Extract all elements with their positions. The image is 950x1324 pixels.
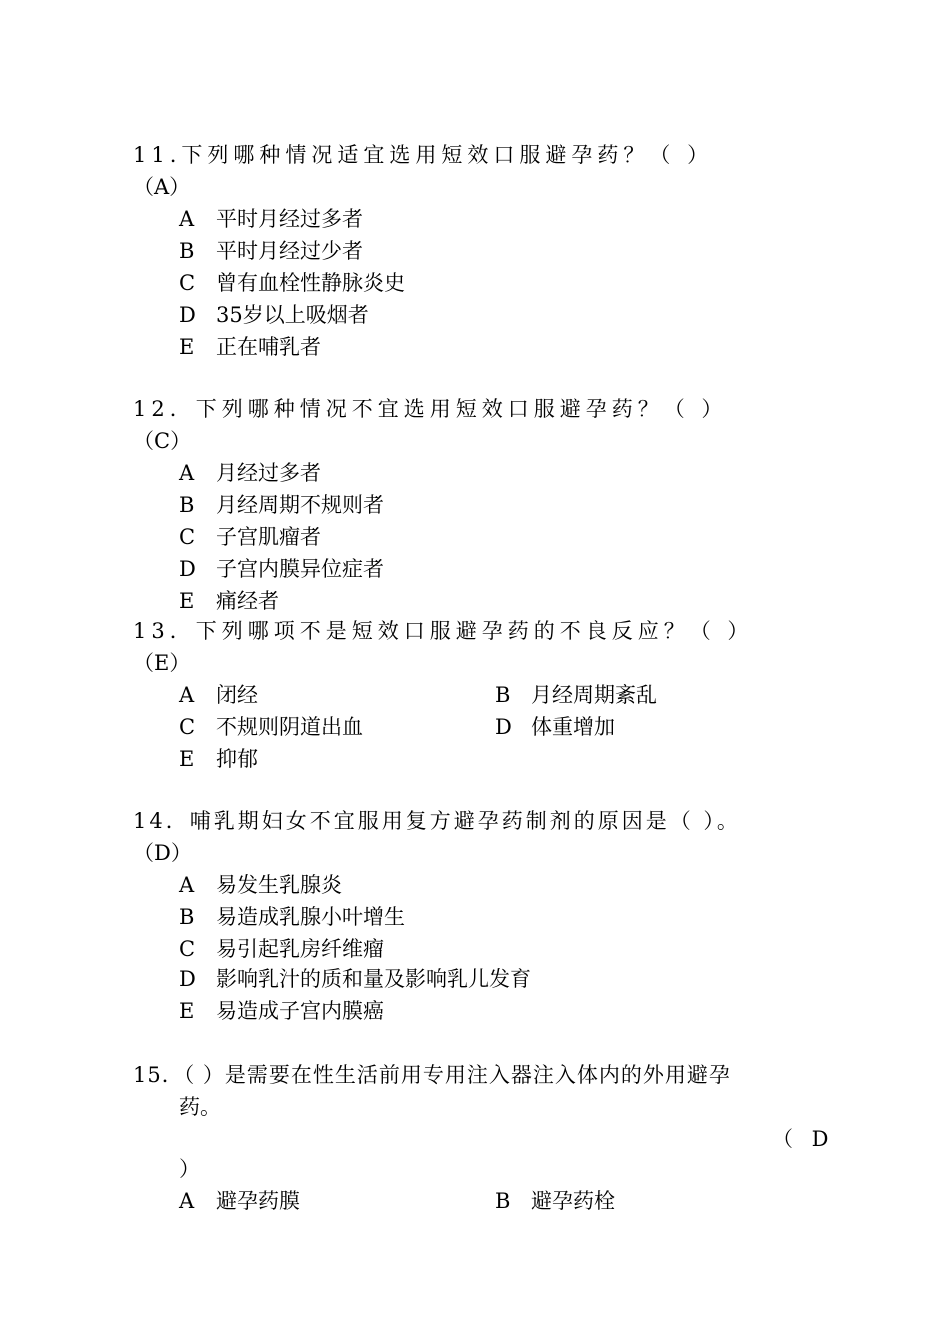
option-text: 曾有血栓性静脉炎史	[216, 271, 405, 295]
option-letter: C	[179, 271, 196, 295]
question-15-answer-close: ）	[179, 1157, 200, 1181]
option-letter: A	[179, 461, 195, 485]
option-text: 易引起乳房纤维瘤	[216, 937, 384, 961]
option-text: 35岁以上吸烟者	[216, 303, 369, 327]
option-text: 影响乳汁的质和量及影响乳儿发育	[216, 967, 531, 991]
option-text: 月经周期紊乱	[531, 683, 657, 707]
question-11-answer: （A）	[133, 175, 191, 199]
option-text: 月经周期不规则者	[216, 493, 384, 517]
option-text: 痛经者	[216, 589, 279, 613]
question-15-answer-open: （ D	[772, 1127, 835, 1151]
option-letter: E	[179, 335, 195, 359]
option-text: 平时月经过少者	[216, 239, 363, 263]
option-text: 闭经	[216, 683, 258, 707]
question-13-stem: 13．下列哪项不是短效口服避孕药的不良反应？（ ）	[133, 619, 754, 643]
question-14-stem: 14．哺乳期妇女不宜服用复方避孕药制剂的原因是（ ）。	[133, 809, 741, 833]
option-letter: D	[495, 715, 512, 739]
option-letter: A	[179, 207, 195, 231]
option-letter: A	[179, 1189, 195, 1213]
option-letter: B	[179, 239, 195, 263]
option-text: 子宫肌瘤者	[216, 525, 321, 549]
option-text: 避孕药栓	[531, 1189, 615, 1213]
option-letter: D	[179, 557, 196, 581]
question-13-answer: （E）	[133, 651, 191, 675]
option-text: 子宫内膜异位症者	[216, 557, 384, 581]
option-letter: C	[179, 937, 196, 961]
option-text: 平时月经过多者	[216, 207, 363, 231]
question-14-answer: （D）	[133, 841, 192, 865]
option-letter: B	[495, 683, 511, 707]
option-letter: E	[179, 747, 195, 771]
option-text: 易造成乳腺小叶增生	[216, 905, 405, 929]
option-letter: B	[495, 1189, 511, 1213]
option-text: 月经过多者	[216, 461, 321, 485]
option-text: 易造成子宫内膜癌	[216, 999, 384, 1023]
option-letter: B	[179, 493, 195, 517]
option-letter: C	[179, 715, 196, 739]
question-12-answer: （C）	[133, 429, 192, 453]
option-letter: D	[179, 967, 196, 991]
question-11-stem: 11.下列哪种情况适宜选用短效口服避孕药？（ ）	[133, 143, 714, 167]
option-letter: B	[179, 905, 195, 929]
option-letter: E	[179, 999, 195, 1023]
option-text: 抑郁	[216, 747, 258, 771]
option-letter: A	[179, 873, 195, 897]
option-letter: A	[179, 683, 195, 707]
question-15-stem: 15．（ ）是需要在性生活前用专用注入器注入体内的外用避孕	[133, 1063, 731, 1087]
option-text: 易发生乳腺炎	[216, 873, 342, 897]
option-text: 体重增加	[531, 715, 615, 739]
option-letter: C	[179, 525, 196, 549]
option-text: 正在哺乳者	[216, 335, 321, 359]
question-15-stem-continuation: 药。	[179, 1095, 221, 1119]
option-text: 不规则阴道出血	[216, 715, 363, 739]
option-letter: D	[179, 303, 196, 327]
question-12-stem: 12．下列哪种情况不宜选用短效口服避孕药？（ ）	[133, 397, 728, 421]
option-letter: E	[179, 589, 195, 613]
option-text: 避孕药膜	[216, 1189, 300, 1213]
